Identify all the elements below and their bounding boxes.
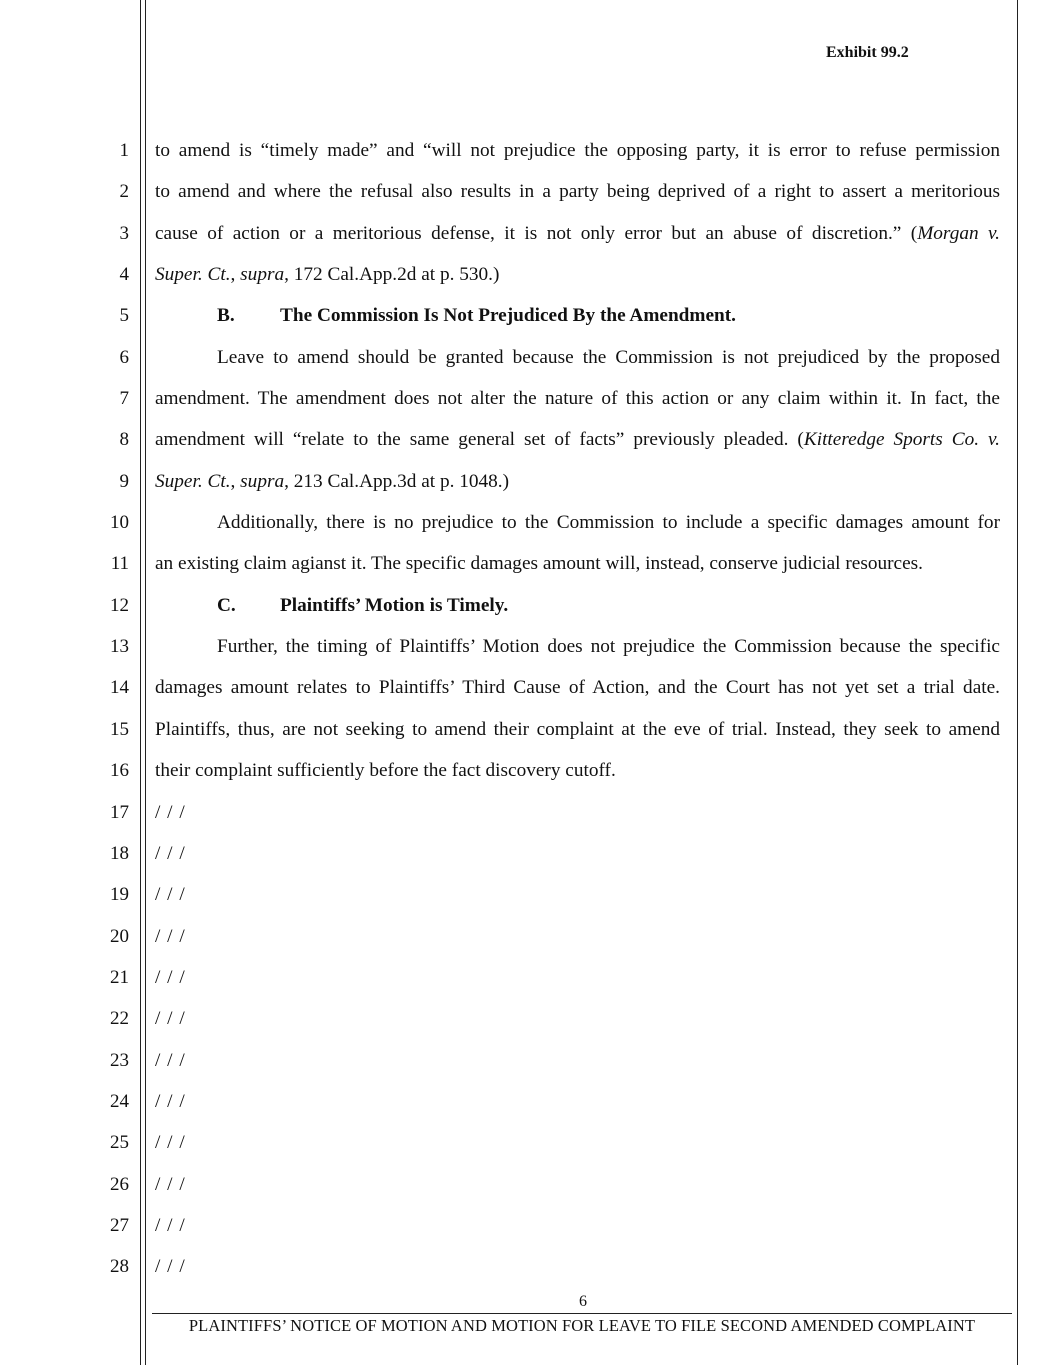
- right-margin-rule: [1017, 0, 1018, 1365]
- body-text: Further, the timing of Plaintiffs’ Motion does not prejudice the Commission because the specific: [217, 636, 1000, 658]
- body-line-1: [155, 130, 1000, 171]
- line-number: 17: [110, 801, 129, 823]
- supra-signal: supra: [240, 264, 285, 286]
- body-text: amendment will “relate to the same general set of facts” previously pleaded. (: [155, 429, 804, 451]
- section-title: Plaintiffs’ Motion is Timely.: [280, 594, 509, 616]
- line-number: 2: [119, 181, 129, 203]
- body-text: damages amount relates to Plaintiffs’ Third Cause of Action, and the Court has not yet set a trial date.: [155, 677, 1000, 699]
- page-number: 6: [579, 1293, 587, 1310]
- case-citation: Morgan v.: [917, 222, 1000, 244]
- line-number: 25: [110, 1132, 129, 1154]
- exhibit-label: Exhibit 99.2: [826, 44, 909, 61]
- body-text: an existing claim agianst it. The specific damages amount will, instead, conserve judicial resources.: [155, 553, 923, 575]
- body-line-15: [155, 709, 1000, 750]
- line-number: 20: [110, 925, 129, 947]
- citation-separator: ,: [230, 470, 241, 492]
- line-number: 8: [119, 429, 129, 451]
- slash-line: / / /: [155, 1049, 186, 1071]
- body-text: Additionally, there is no prejudice to the Commission to include a specific damages amount for: [217, 512, 1000, 534]
- body-text: Leave to amend should be granted because the Commission is not prejudiced by the proposed: [217, 346, 1000, 368]
- line-number: 9: [119, 470, 129, 492]
- footer-divider: [152, 1313, 1012, 1314]
- footer-document-title: PLAINTIFFS’ NOTICE OF MOTION AND MOTION FOR LEAVE TO FILE SECOND AMENDED COMPLAINT: [188, 1316, 976, 1335]
- line-number: 28: [110, 1256, 129, 1278]
- body-line-3: [155, 213, 1000, 254]
- line-number: 7: [119, 388, 129, 410]
- case-citation: Super. Ct.: [155, 264, 231, 286]
- line-number: 12: [110, 594, 129, 616]
- section-letter: C.: [217, 594, 236, 616]
- body-text: their complaint sufficiently before the fact discovery cutoff.: [155, 760, 616, 782]
- line-number: 5: [119, 305, 129, 327]
- line-number: 27: [110, 1214, 129, 1236]
- body-line-9: [155, 461, 1000, 502]
- slash-line: / / /: [155, 925, 186, 947]
- line-number: 3: [119, 222, 129, 244]
- body-text: cause of action or a meritorious defense, it is not only error but an abuse of discretion.” (: [155, 222, 918, 244]
- body-text: amendment. The amendment does not alter the nature of this action or any claim within it. In fact, the: [155, 388, 1000, 410]
- line-number: 10: [110, 512, 129, 534]
- line-number: 18: [110, 842, 129, 864]
- section-letter: B.: [217, 305, 235, 327]
- pleading-body: [155, 130, 1000, 1288]
- slash-line: / / /: [155, 1090, 186, 1112]
- body-line-13: [155, 626, 1000, 667]
- line-number: 23: [110, 1049, 129, 1071]
- slash-line: / / /: [155, 1214, 186, 1236]
- line-number: 24: [110, 1090, 129, 1112]
- case-citation: Kitteredge Sports Co. v.: [803, 429, 1000, 451]
- section-title: The Commission Is Not Prejudiced By the Amendment.: [280, 305, 736, 327]
- case-citation: Super. Ct.: [155, 470, 231, 492]
- body-line-8: [155, 419, 1000, 460]
- line-number: 15: [110, 718, 129, 740]
- line-number: 22: [110, 1008, 129, 1030]
- body-line-14: [155, 667, 1000, 708]
- body-line-6: [155, 337, 1000, 378]
- line-number: 1: [119, 140, 129, 161]
- section-heading-c: [155, 585, 1000, 626]
- slash-line: / / /: [155, 801, 186, 823]
- slash-line: / / /: [155, 1008, 186, 1030]
- body-line-2: [155, 171, 1000, 212]
- body-line-7: [155, 378, 1000, 419]
- line-number: 14: [110, 677, 129, 699]
- slash-line: / / /: [155, 966, 186, 988]
- slash-line: / / /: [155, 1132, 186, 1154]
- section-heading-b: [155, 295, 1000, 336]
- line-number: 4: [119, 264, 129, 286]
- body-text: Plaintiffs, thus, are not seeking to amend their complaint at the eve of trial. Instead, they seek to amend: [155, 718, 1000, 740]
- body-text: to amend is “timely made” and “will not prejudice the opposing party, it is error to refuse permission: [155, 140, 1000, 161]
- citation-reporter: , 172 Cal.App.2d at p. 530.): [284, 264, 500, 286]
- slash-line: / / /: [155, 1173, 186, 1195]
- line-number: 13: [110, 636, 129, 658]
- line-number: 19: [110, 884, 129, 906]
- pleading-line-numbers: [0, 130, 129, 1288]
- left-margin-rule-inner: [145, 0, 146, 1365]
- line-number: 11: [110, 553, 129, 575]
- body-line-11: [155, 543, 1000, 584]
- body-line-16: [155, 750, 1000, 791]
- body-text: to amend and where the refusal also results in a party being deprived of a right to assert a meritorious: [155, 181, 1000, 203]
- line-number: 16: [110, 760, 129, 782]
- body-line-4: [155, 254, 1000, 295]
- citation-reporter: , 213 Cal.App.3d at p. 1048.): [284, 470, 510, 492]
- body-line-10: [155, 502, 1000, 543]
- slash-line: / / /: [155, 884, 186, 906]
- citation-separator: ,: [230, 264, 241, 286]
- line-number: 21: [110, 966, 129, 988]
- line-number: 6: [119, 346, 129, 368]
- left-margin-rule-outer: [140, 0, 141, 1365]
- supra-signal: supra: [240, 470, 285, 492]
- slash-line: / / /: [155, 842, 186, 864]
- slash-line: / / /: [155, 1256, 186, 1278]
- line-number: 26: [110, 1173, 129, 1195]
